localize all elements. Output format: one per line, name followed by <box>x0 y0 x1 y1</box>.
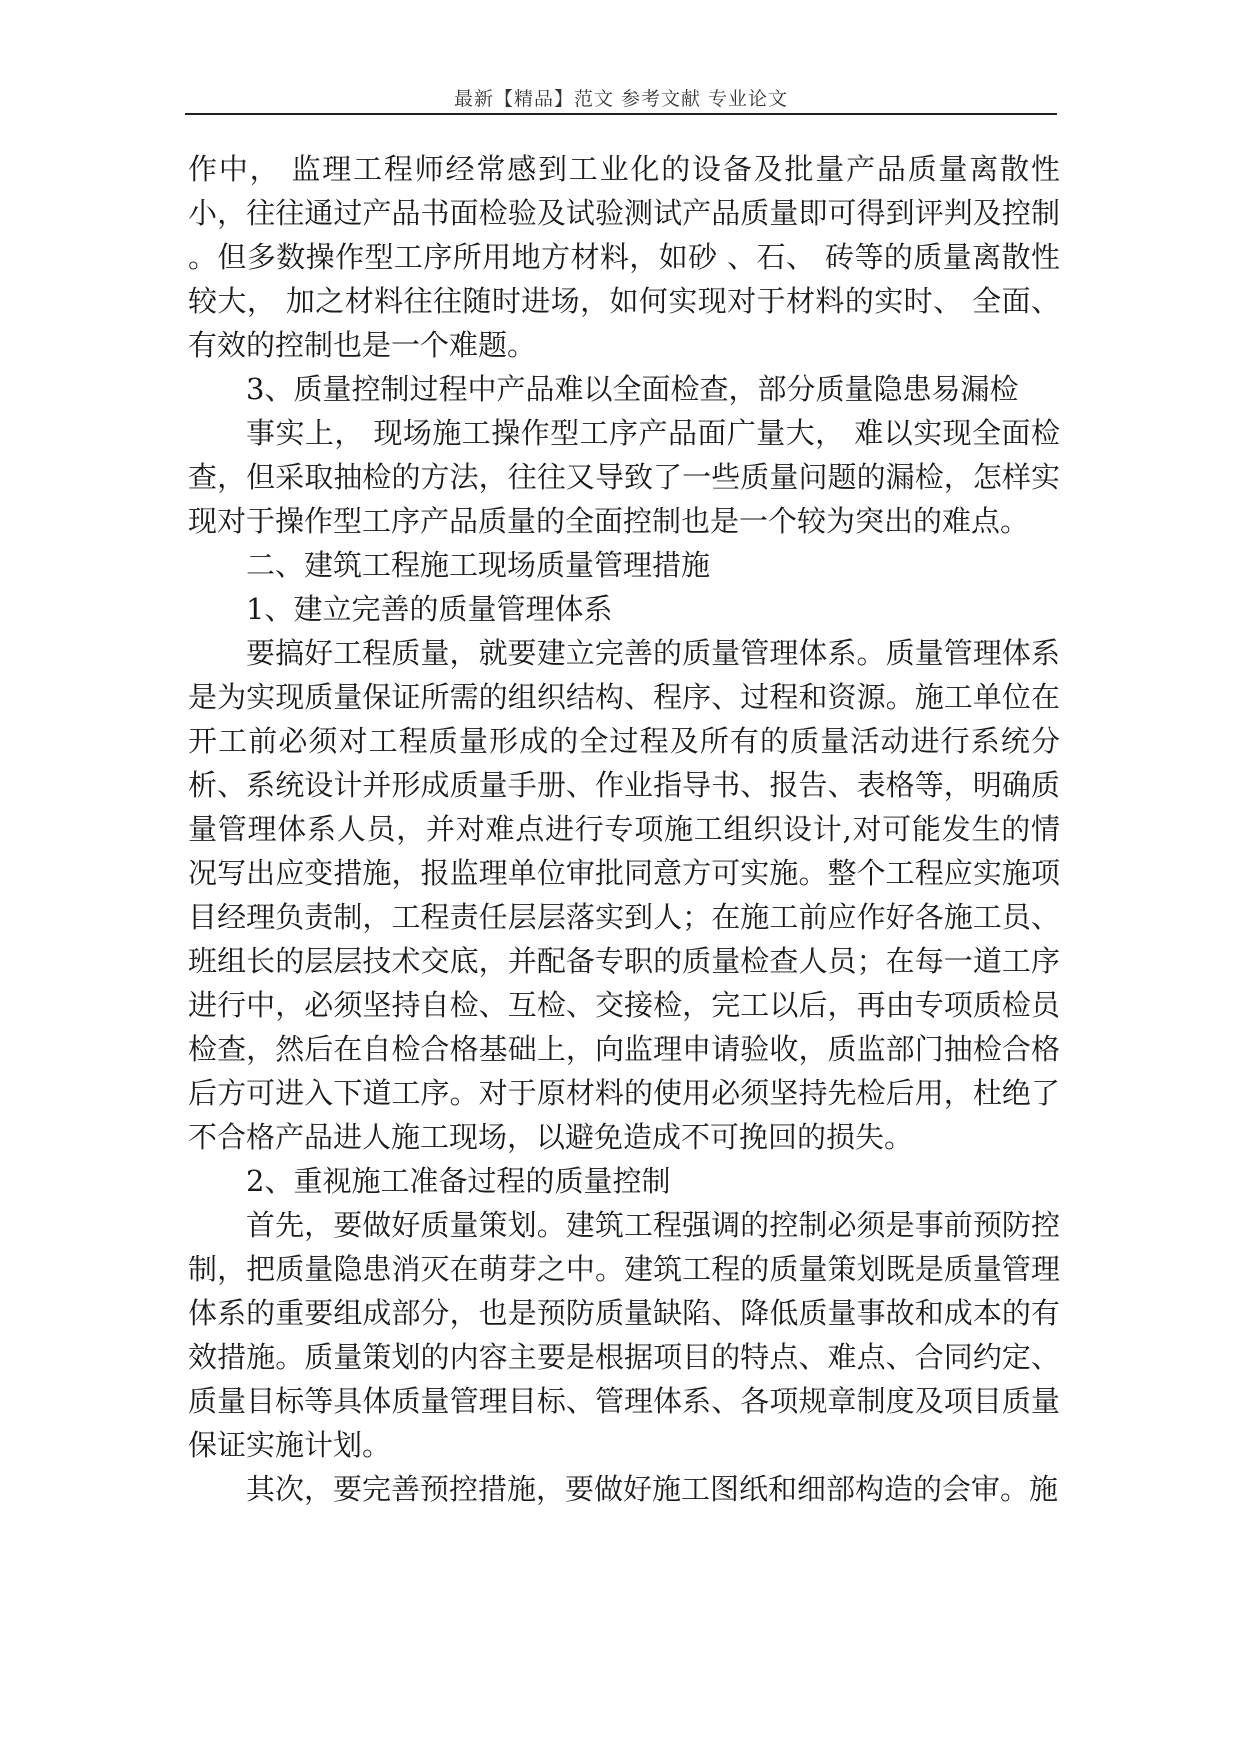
section-heading: 1、建立完善的质量管理体系 <box>246 592 613 626</box>
paragraph: 首先，要做好质量策划。建筑工程强调的控制必须是事前预防控制，把质量隐患消灭在萌芽之中。建筑工程的质量策划既是质量管理体系的重要组成部分，也是预防质量缺陷、降低质量事故和成本的有效措施。质量策划的内容主要是根据项目的特点、难点、合同约定、质量目标等具体质量管理目标、管理体系、各项规章制度及项目质量保证实施计划。 <box>188 1208 1060 1462</box>
paragraph: 其次，要完善预控措施，要做好施工图纸和细部构造的会审。施 <box>246 1472 1059 1506</box>
paragraph: 作中， 监理工程师经常感到工业化的设备及批量产品质量离散性小，往往通过产品书面检验及试验测试产品质量即可得到评判及控制 。但多数操作型工序所用地方材料，如砂 、石、 砖等的质量离散性较大， 加之材料往往随时进场，如何实现对于材料的实时、 全面、 有效的控制也是一个难题。 <box>188 152 1060 362</box>
section-heading: 二、建筑工程施工现场质量管理措施 <box>246 548 711 582</box>
paragraph: 要搞好工程质量，就要建立完善的质量管理体系。质量管理体系是为实现质量保证所需的组织结构、程序、过程和资源。施工单位在开工前必须对工程质量形成的全过程及所有的质量活动进行系统分析、系统设计并形成质量手册、作业指导书、报告、表格等，明确质量管理体系人员，并对难点进行专项施工组织设计,对可能发生的情况写出应变措施，报监理单位审批同意方可实施。整个工程应实施项目经理负责制，工程责任层层落实到人；在施工前应作好各施工员、班组长的层层技术交底，并配备专职的质量检查人员；在每一道工序进行中，必须坚持自检、互检、交接检，完工以后，再由专项质检员检查，然后在自检合格基础上，向监理申请验收，质监部门抽检合格后方可进入下道工序。对于原材料的使用必须坚持先检后用，杜绝了不合格产品进人施工现场，以避免造成不可挽回的损失。 <box>188 636 1060 1154</box>
document-body <box>188 147 1060 1511</box>
paragraph: 事实上， 现场施工操作型工序产品面广量大， 难以实现全面检查，但采取抽检的方法，往往又导致了一些质量问题的漏检，怎样实现对于操作型工序产品质量的全面控制也是一个较为突出的难点。 <box>188 416 1060 538</box>
page-header: 最新【精品】范文 参考文献 专业论文 <box>453 88 789 110</box>
section-heading: 3、质量控制过程中产品难以全面检查，部分质量隐患易漏检 <box>246 372 1019 406</box>
header-divider <box>185 113 1057 115</box>
section-heading: 2、重视施工准备过程的质量控制 <box>246 1164 671 1198</box>
